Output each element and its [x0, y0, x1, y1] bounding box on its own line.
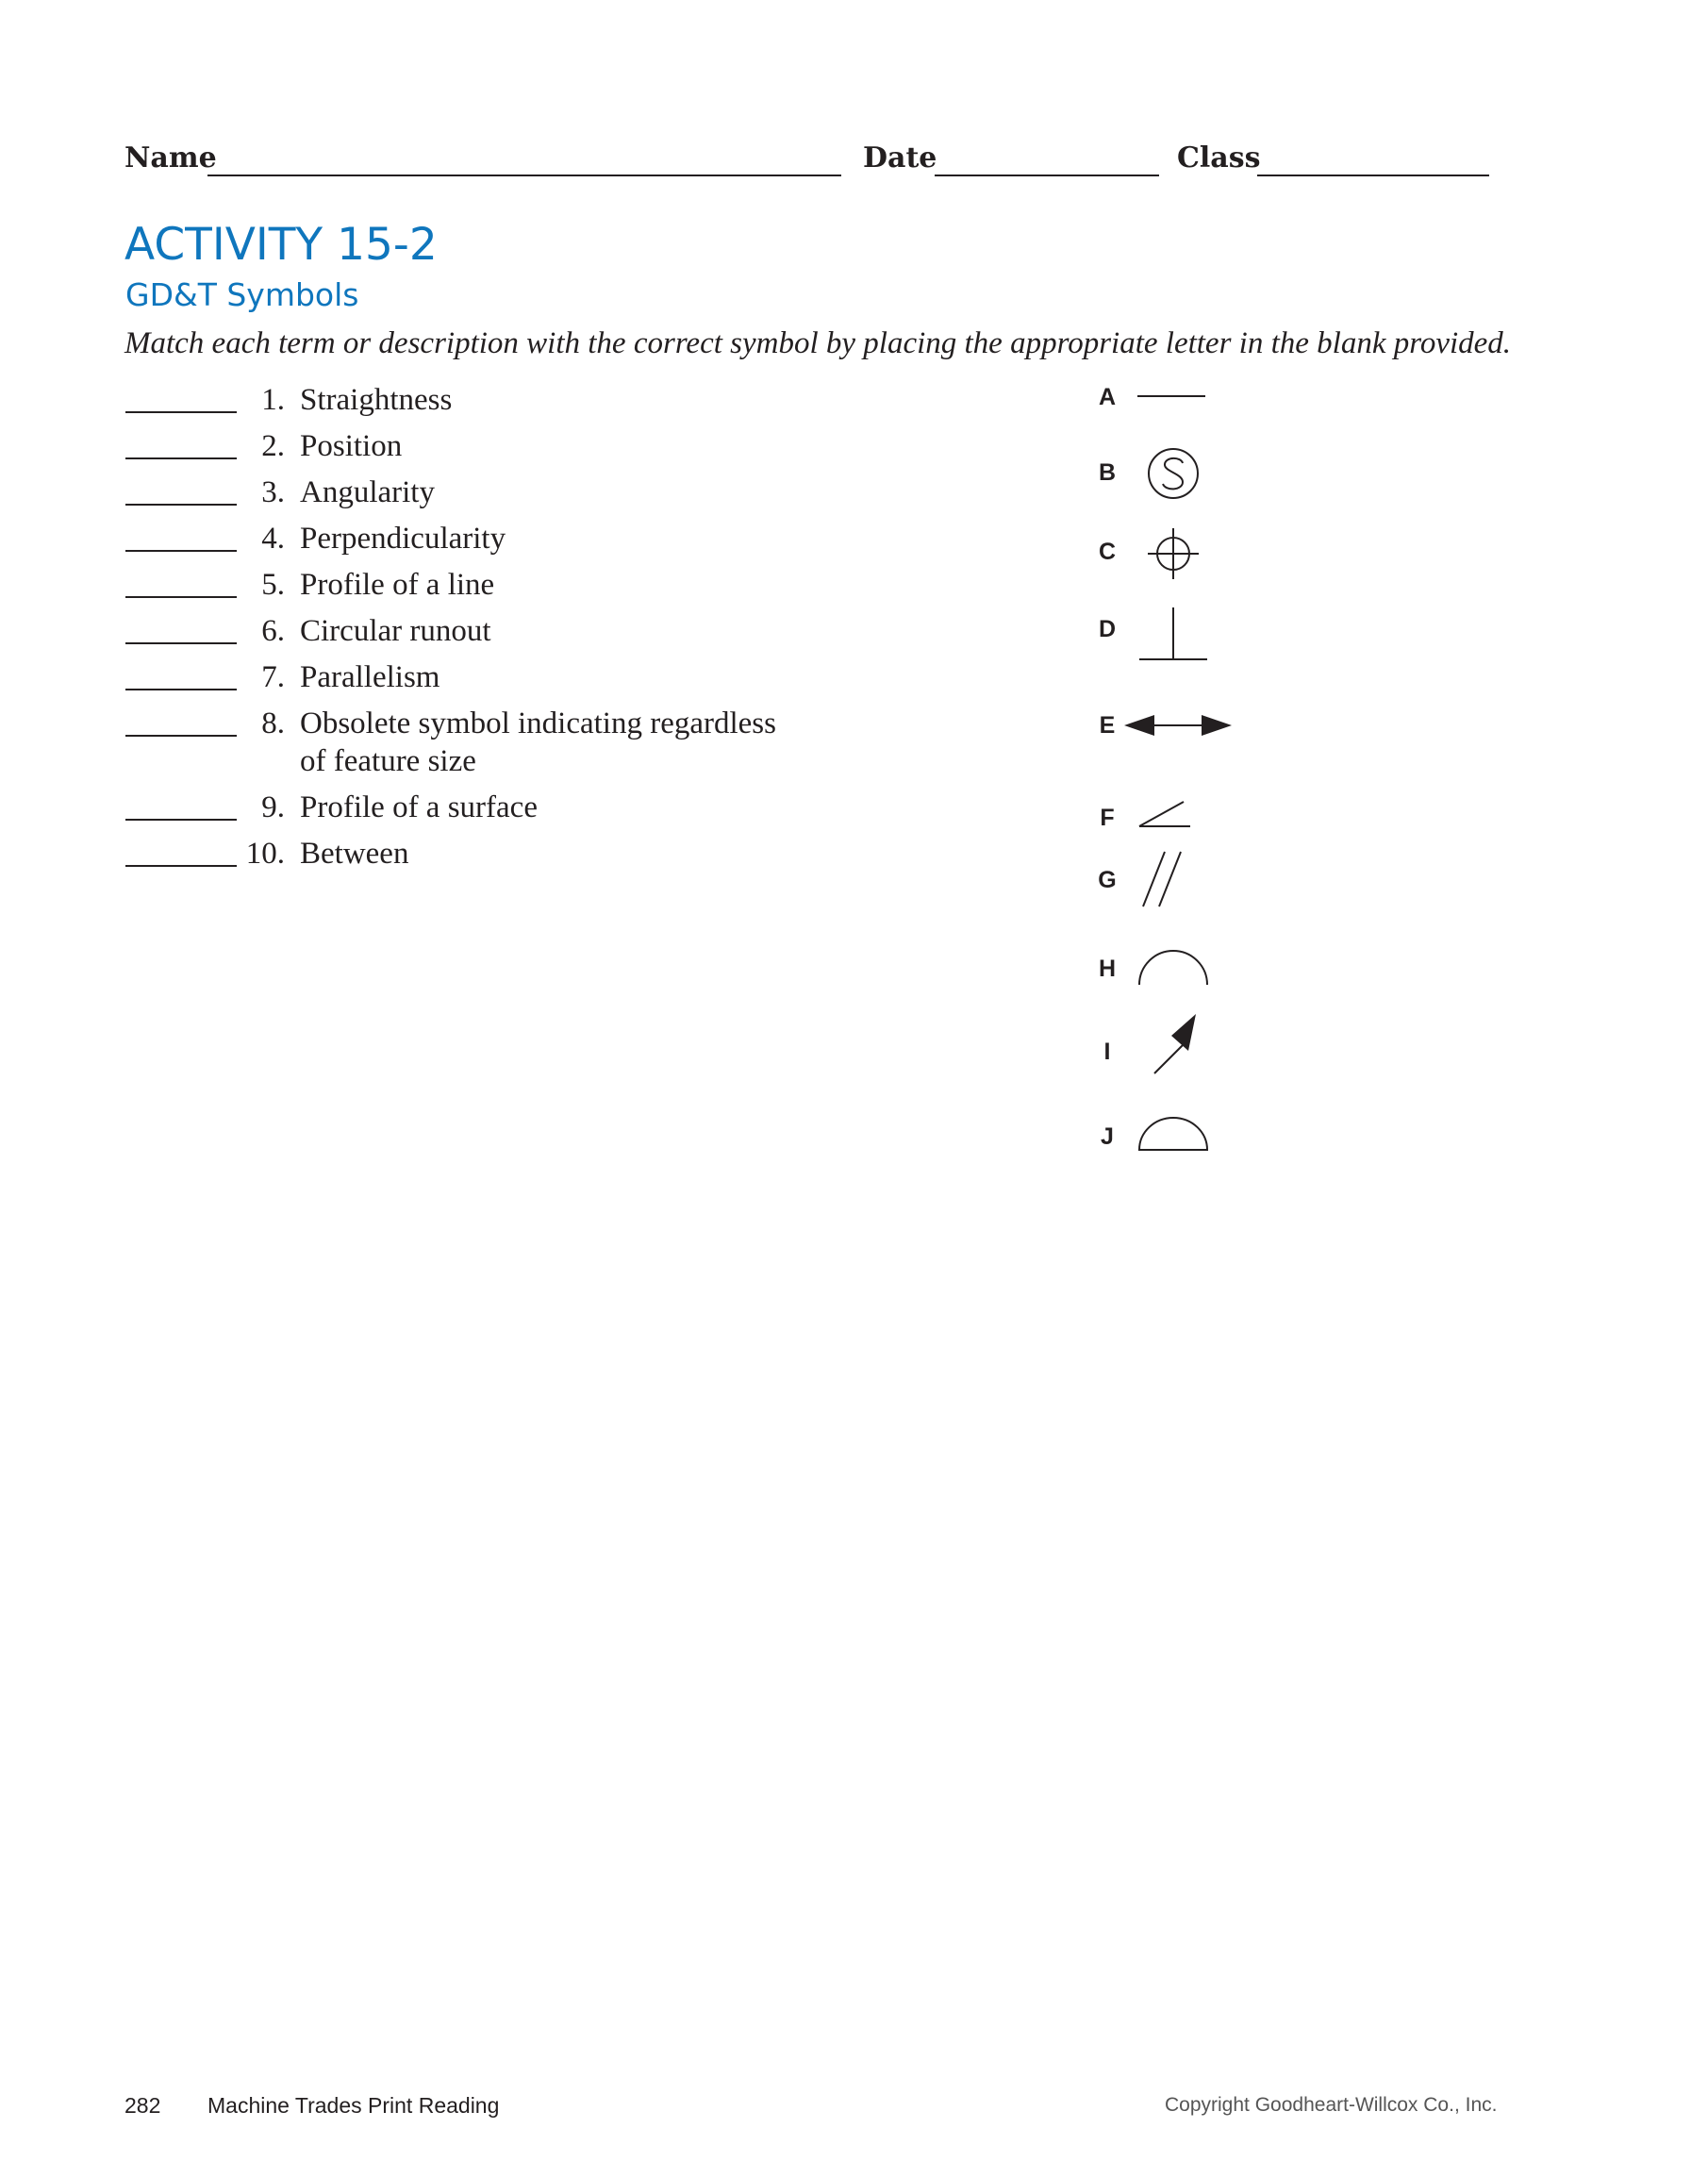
- question-text-continued: of feature size: [300, 744, 476, 778]
- question-number: 4.: [261, 522, 285, 556]
- answer-blank-5[interactable]: [125, 596, 237, 598]
- answer-blank-3[interactable]: [125, 504, 237, 506]
- profile-of-line-arc-icon: [1130, 939, 1215, 1001]
- answer-blank-8[interactable]: [125, 735, 237, 737]
- symbol-letter-c: C: [1098, 539, 1117, 565]
- question-text: Parallelism: [300, 660, 440, 694]
- date-field[interactable]: [935, 175, 1159, 176]
- instructions: Match each term or description with the correct symbol by placing the appropriate letter in the blank provided.: [124, 326, 1512, 360]
- question-number: 9.: [261, 790, 285, 824]
- question-number: 10.: [245, 837, 285, 871]
- symbol-letter-b: B: [1098, 459, 1117, 486]
- question-number: 6.: [261, 614, 285, 648]
- answer-blank-7[interactable]: [125, 689, 237, 690]
- question-text: Profile of a surface: [300, 790, 538, 824]
- question-text: Position: [300, 429, 403, 463]
- question-text: Angularity: [300, 475, 435, 509]
- question-number: 7.: [261, 660, 285, 694]
- question-text: Circular runout: [300, 614, 491, 648]
- symbol-letter-d: D: [1098, 616, 1117, 642]
- date-label: Date: [863, 141, 937, 175]
- page-number: 282: [124, 2093, 161, 2118]
- symbol-letter-f: F: [1100, 805, 1115, 831]
- answer-blank-1[interactable]: [125, 411, 237, 413]
- class-label: Class: [1177, 141, 1261, 175]
- answer-blank-2[interactable]: [125, 457, 237, 459]
- question-text: Obsolete symbol indicating regardless: [300, 707, 776, 740]
- parallelism-icon: [1130, 847, 1215, 918]
- profile-of-surface-icon: [1130, 1106, 1215, 1167]
- copyright-notice: Copyright Goodheart-Willcox Co., Inc.: [1165, 2094, 1498, 2116]
- question-number: 8.: [261, 707, 285, 740]
- symbol-letter-g: G: [1098, 867, 1117, 893]
- question-number: 1.: [261, 383, 285, 417]
- activity-title: ACTIVITY 15-2: [124, 219, 438, 271]
- symbol-letter-a: A: [1098, 384, 1117, 410]
- activity-subtitle: GD&T Symbols: [125, 276, 359, 313]
- question-number: 5.: [261, 568, 285, 602]
- perpendicularity-icon: [1130, 600, 1215, 671]
- book-title: Machine Trades Print Reading: [207, 2093, 500, 2118]
- symbol-letter-j: J: [1101, 1123, 1114, 1150]
- symbol-letter-i: I: [1103, 1039, 1111, 1065]
- answer-blank-10[interactable]: [125, 865, 237, 867]
- question-number: 3.: [261, 475, 285, 509]
- position-crosshair-icon: [1130, 524, 1215, 589]
- name-label: Name: [124, 141, 217, 175]
- name-field[interactable]: [207, 175, 841, 176]
- answer-blank-6[interactable]: [125, 642, 237, 644]
- answer-blank-4[interactable]: [125, 550, 237, 552]
- circled-s-icon: [1130, 443, 1215, 508]
- circular-runout-arrow-icon: [1130, 1009, 1215, 1089]
- question-text: Profile of a line: [300, 568, 495, 602]
- symbol-letter-h: H: [1098, 956, 1117, 982]
- question-text: Straightness: [300, 383, 453, 417]
- question-text: Between: [300, 837, 409, 871]
- angularity-icon: [1130, 789, 1215, 840]
- question-text: Perpendicularity: [300, 522, 506, 556]
- answer-blank-9[interactable]: [125, 819, 237, 821]
- straightness-line-icon: [1130, 377, 1215, 420]
- between-double-arrow-icon: [1130, 707, 1238, 749]
- class-field[interactable]: [1257, 175, 1489, 176]
- question-number: 2.: [261, 429, 285, 463]
- symbol-letter-e: E: [1099, 712, 1116, 739]
